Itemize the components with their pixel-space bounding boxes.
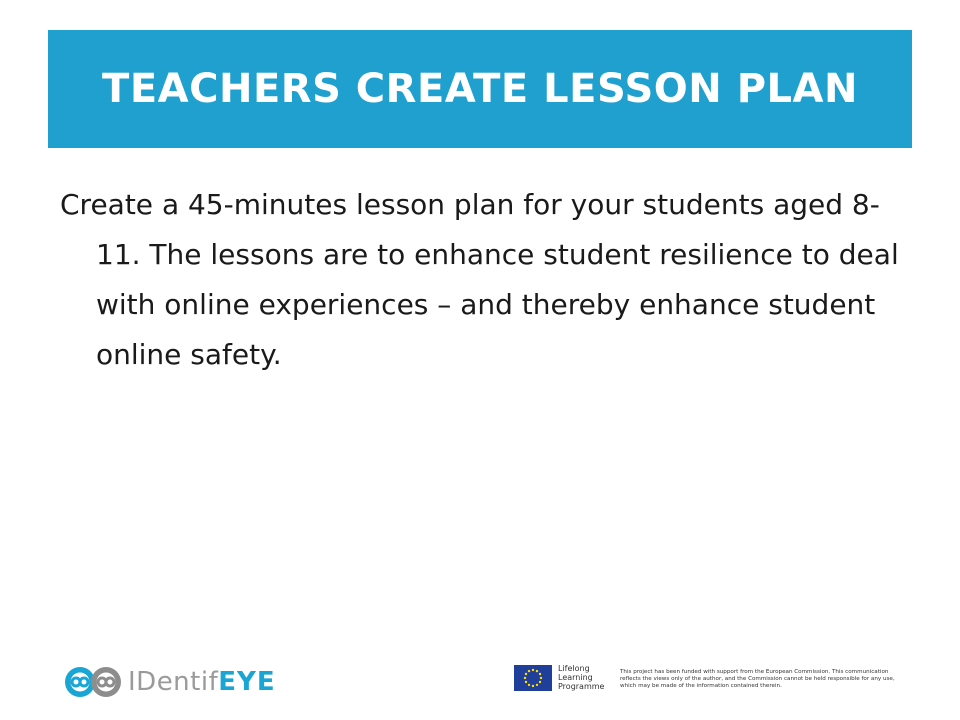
programme-line-2: Learning (558, 673, 593, 682)
title-band (48, 30, 912, 148)
funding-disclaimer: This project has been funded with support from the European Commission. This communication reflects the views only of the author, and the Commission cannot be held responsible for any use, which may be made of the information contained therein. (620, 669, 895, 689)
programme-line-1: Lifelong (558, 664, 590, 673)
logo-wordmark-suffix: EYE (218, 667, 276, 697)
eu-programme-badge (514, 664, 620, 691)
eyes-logo-icon (64, 665, 122, 699)
programme-label (558, 664, 620, 691)
slide-title: TEACHERS CREATE LESSON PLAN (102, 66, 858, 112)
eu-flag-icon (514, 665, 552, 691)
slide-body-text: Create a 45-minutes lesson plan for your students aged 8-11. The lessons are to enhance student resilience to deal with online experiences – and thereby enhance student online safety. (60, 188, 899, 371)
logo-wordmark (128, 664, 276, 700)
logo-wordmark-prefix: IDentif (128, 667, 219, 697)
identifeye-logo (64, 664, 276, 700)
programme-line-3: Programme (558, 682, 605, 691)
